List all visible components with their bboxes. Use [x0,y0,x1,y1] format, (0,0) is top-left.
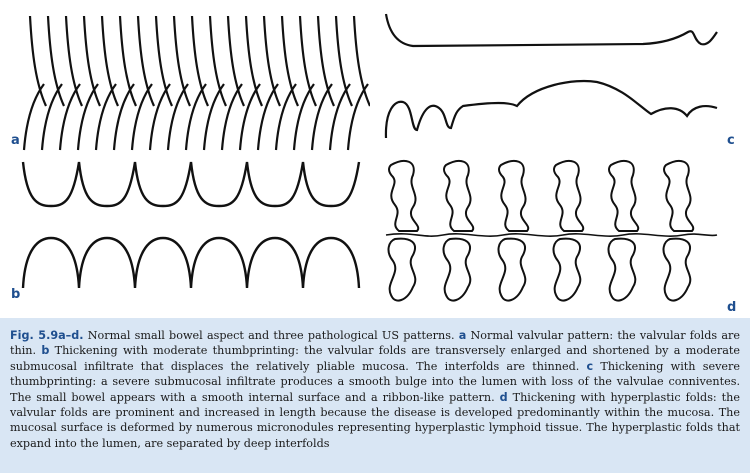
thumbprint-lower-wall [23,238,359,288]
hyperplastic-fold-lower [664,239,691,301]
hyperplastic-fold-lower [499,239,526,301]
caption-intro: Normal small bowel aspect and three pathological US patterns. [83,329,459,342]
hyperplastic-fold-upper [499,161,528,231]
upper-bowel-wall [386,14,717,46]
hyperplastic-fold-upper [554,161,583,231]
hyperplastic-fold-upper [444,161,473,231]
caption-letter-d: d [499,390,508,404]
thumbprint-upper-wall [23,162,359,206]
hyperplastic-midline [386,234,717,236]
thumbprinting-pattern-drawing [20,160,370,310]
hyperplastic-fold-lower [554,239,581,301]
panel-label-c: c [727,133,735,148]
hyperplastic-fold-lower [609,239,636,301]
caption-letter-a: a [458,329,467,342]
hyperplastic-folds-drawing [383,155,723,310]
caption-text-c: Thickening with severe thumbprinting: a severe submucosal infiltrate produces a smooth bulge into the lumen with loss of the valvulae conniventes. The small bowel appears with a smooth internal surface and a ribbon-like pattern. [10,359,740,404]
panel-c [383,10,723,155]
panel-label-b: b [11,287,21,302]
severe-thumbprinting-drawing [383,10,723,155]
caption-text-d: Thickening with hyperplastic folds: the valvular folds are prominent and increased in length because the disease is developed predominantly within the mucosa. The mucosal surface is deformed by numerous micronodules representing hyperplastic lymphoid tissue. The hyperplastic folds that expand into the lumen, are separated by deep interfolds [10,390,740,450]
caption-text-a: Normal valvular pattern: the valvular folds are thin. [10,329,740,358]
panel-label-a: a [11,133,20,148]
hyperplastic-fold-upper [609,161,638,231]
hyperplastic-fold-upper [389,161,418,231]
caption-text-b: Thickening with moderate thumbprinting: the valvular folds are transversely enlarged and shortened by a moderate submucosal infiltrate that displaces the relatively pliable mucosa. The interfolds are thinned. [10,344,740,373]
caption-letter-c: c [586,359,594,373]
caption-title: Fig. 5.9a–d. [10,329,84,342]
panel-b [20,160,370,310]
hyperplastic-fold-upper [664,161,693,231]
lower-bowel-wall [386,81,717,138]
hyperplastic-fold-lower [389,239,416,301]
hyperplastic-fold-lower [444,239,471,301]
figure-caption [0,318,750,473]
caption-letter-b: b [41,344,50,358]
panel-label-d: d [727,300,737,315]
valvular-pattern-drawing [20,14,370,154]
panel-a [20,14,370,154]
panel-d [383,155,723,310]
